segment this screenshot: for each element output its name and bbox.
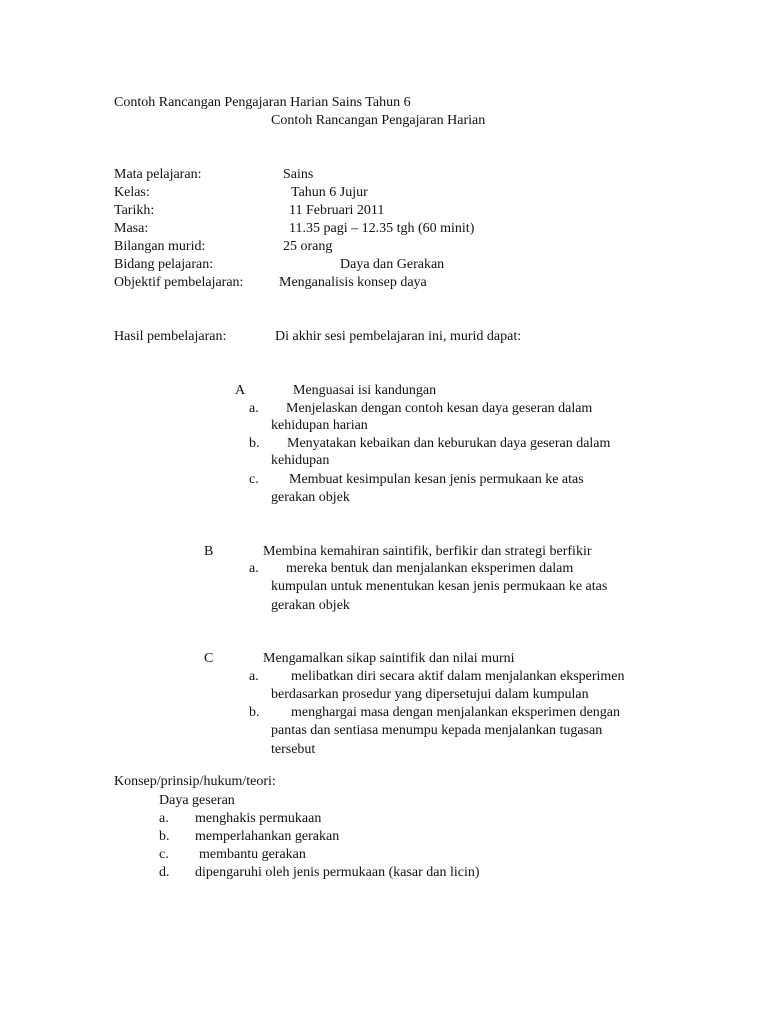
info-value-masa: 11.35 pagi – 12.35 tgh (60 minit) <box>289 221 475 236</box>
document-subtitle: Contoh Rancangan Pengajaran Harian <box>271 113 486 128</box>
info-label-kelas: Kelas: <box>114 185 150 200</box>
list-item-line: Menjelaskan dengan contoh kesan daya geseran dalam <box>286 401 593 416</box>
hasil-label: Hasil pembelajaran: <box>114 329 227 344</box>
list-marker: b. <box>249 705 260 720</box>
info-value-kelas: Tahun 6 Jujur <box>291 185 368 200</box>
info-value-bilangan-murid: 25 orang <box>283 239 333 254</box>
info-label-mata-pelajaran: Mata pelajaran: <box>114 167 202 182</box>
list-item-line: gerakan objek <box>271 598 350 613</box>
list-marker: c. <box>249 472 259 487</box>
list-marker: a. <box>249 561 259 576</box>
list-item-line: menghargai masa dengan menjalankan eksperimen dengan <box>291 705 621 720</box>
list-marker: a. <box>249 669 259 684</box>
list-item-line: kehidupan harian <box>271 418 368 433</box>
document-title: Contoh Rancangan Pengajaran Harian Sains Tahun 6 <box>114 95 411 110</box>
list-marker: d. <box>159 865 170 880</box>
list-item-line: pantas dan sentiasa menumpu kepada menjalankan tugasan <box>271 723 603 738</box>
section-heading: Menguasai isi kandungan <box>293 383 437 398</box>
list-item-line: Membuat kesimpulan kesan jenis permukaan ke atas <box>289 472 584 487</box>
list-item-line: kehidupan <box>271 453 330 468</box>
info-label-bidang-pelajaran: Bidang pelajaran: <box>114 257 214 272</box>
info-label-tarikh: Tarikh: <box>114 203 155 218</box>
info-label-bilangan-murid: Bilangan murid: <box>114 239 206 254</box>
list-marker: a. <box>159 811 169 826</box>
list-item-line: mereka bentuk dan menjalankan eksperimen dalam <box>286 561 574 576</box>
hasil-value: Di akhir sesi pembelajaran ini, murid dapat: <box>275 329 522 344</box>
list-marker: b. <box>249 436 260 451</box>
section-letter: B <box>204 544 214 559</box>
info-label-objektif: Objektif pembelajaran: <box>114 275 244 290</box>
konsep-topic: Daya geseran <box>159 793 235 808</box>
info-value-bidang-pelajaran: Daya dan Gerakan <box>340 257 445 272</box>
list-marker: c. <box>159 847 169 862</box>
info-label-masa: Masa: <box>114 221 149 236</box>
list-item-line: Menyatakan kebaikan dan keburukan daya geseran dalam <box>287 436 611 451</box>
list-item-line: berdasarkan prosedur yang dipersetujui dalam kumpulan <box>271 687 589 702</box>
section-letter: A <box>235 383 246 398</box>
list-marker: a. <box>249 401 259 416</box>
list-item-line: tersebut <box>271 742 316 757</box>
section-letter: C <box>204 651 214 666</box>
list-marker: b. <box>159 829 170 844</box>
list-item-line: memperlahankan gerakan <box>195 829 340 844</box>
list-item-line: dipengaruhi oleh jenis permukaan (kasar dan licin) <box>195 865 480 880</box>
list-item-line: gerakan objek <box>271 490 350 505</box>
konsep-label: Konsep/prinsip/hukum/teori: <box>114 774 276 789</box>
info-value-objektif: Menganalisis konsep daya <box>279 275 427 290</box>
list-item-line: kumpulan untuk menentukan kesan jenis permukaan ke atas <box>271 579 608 594</box>
section-heading: Membina kemahiran saintifik, berfikir dan strategi berfikir <box>263 544 592 559</box>
info-value-mata-pelajaran: Sains <box>283 167 314 182</box>
list-item-line: melibatkan diri secara aktif dalam menjalankan eksperimen <box>291 669 625 684</box>
list-item-line: membantu gerakan <box>199 847 306 862</box>
section-heading: Mengamalkan sikap saintifik dan nilai murni <box>263 651 515 666</box>
info-value-tarikh: 11 Februari 2011 <box>289 203 385 218</box>
list-item-line: menghakis permukaan <box>195 811 322 826</box>
